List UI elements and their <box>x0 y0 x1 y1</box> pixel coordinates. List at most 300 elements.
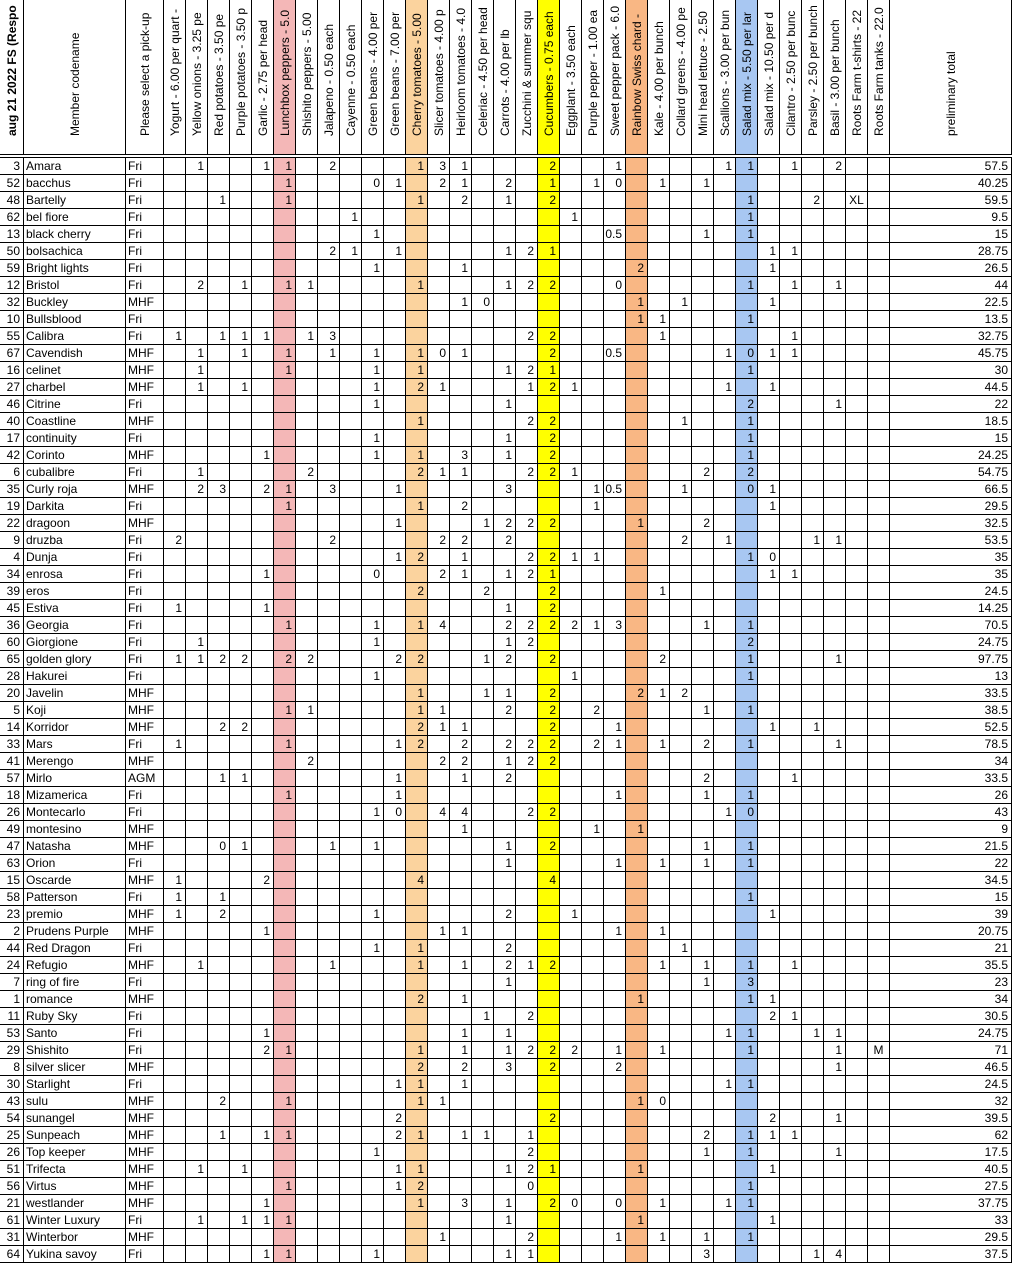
cell-garlic[interactable]: 1 <box>252 1195 274 1212</box>
cell-cherry-tomatoes[interactable] <box>406 396 428 413</box>
cell-yogurt[interactable] <box>164 277 186 294</box>
cell-celeriac[interactable]: 2 <box>472 583 494 600</box>
cell-garlic[interactable]: 1 <box>252 328 274 345</box>
cell-red-potatoes[interactable] <box>208 855 230 872</box>
cell-zucchini[interactable] <box>516 260 538 277</box>
cell-cherry-tomatoes[interactable]: 1 <box>406 1127 428 1144</box>
cell-slicer-tomatoes[interactable]: 4 <box>428 804 450 821</box>
cell-green-beans-4[interactable] <box>362 651 384 668</box>
cell-salad-mix-double[interactable] <box>758 532 780 549</box>
cell-collard-greens[interactable] <box>670 243 692 260</box>
cell-purple-pepper[interactable] <box>582 1093 604 1110</box>
cell-yellow-onions[interactable] <box>186 243 208 260</box>
cell-preliminary-total[interactable]: 66.5 <box>890 481 1012 498</box>
cell-eggplant[interactable] <box>560 1076 582 1093</box>
cell-yellow-onions[interactable] <box>186 1059 208 1076</box>
cell-jalapeno[interactable] <box>318 906 340 923</box>
cell-heirloom-tomatoes[interactable]: 1 <box>450 1076 472 1093</box>
cell-green-beans-4[interactable] <box>362 481 384 498</box>
cell-tshirts[interactable] <box>846 311 868 328</box>
cell-cherry-tomatoes[interactable] <box>406 243 428 260</box>
cell-collard-greens[interactable] <box>670 379 692 396</box>
cell-tshirts[interactable] <box>846 668 868 685</box>
cell-green-beans-7[interactable] <box>384 719 406 736</box>
cell-cayenne[interactable] <box>340 1025 362 1042</box>
cell-salad-mix-double[interactable] <box>758 464 780 481</box>
cell-basil[interactable] <box>824 192 846 209</box>
cell-cherry-tomatoes[interactable] <box>406 226 428 243</box>
cell-heirloom-tomatoes[interactable]: 2 <box>450 532 472 549</box>
cell-mini-head-lettuce[interactable]: 1 <box>692 1144 714 1161</box>
cell-cherry-tomatoes[interactable]: 2 <box>406 719 428 736</box>
cell-red-potatoes[interactable] <box>208 1110 230 1127</box>
cell-member-codename[interactable]: Refugio <box>24 957 126 974</box>
cell-yogurt[interactable]: 2 <box>164 532 186 549</box>
cell-eggplant[interactable] <box>560 804 582 821</box>
cell-parsley[interactable] <box>802 1076 824 1093</box>
cell-green-beans-7[interactable]: 1 <box>384 770 406 787</box>
cell-cayenne[interactable] <box>340 923 362 940</box>
cell-cilantro[interactable] <box>780 498 802 515</box>
cell-scallions[interactable] <box>714 651 736 668</box>
cell-green-beans-4[interactable] <box>362 209 384 226</box>
cell-collard-greens[interactable] <box>670 702 692 719</box>
cell-heirloom-tomatoes[interactable] <box>450 617 472 634</box>
cell-parsley[interactable] <box>802 447 824 464</box>
cell-shishito-peppers[interactable]: 1 <box>296 328 318 345</box>
cell-row-id[interactable]: 49 <box>0 821 24 838</box>
cell-heirloom-tomatoes[interactable] <box>450 379 472 396</box>
cell-member-codename[interactable]: bolsachica <box>24 243 126 260</box>
cell-slicer-tomatoes[interactable]: 2 <box>428 532 450 549</box>
cell-rainbow-chard[interactable]: 2 <box>626 685 648 702</box>
cell-mini-head-lettuce[interactable] <box>692 549 714 566</box>
cell-red-potatoes[interactable] <box>208 243 230 260</box>
cell-yellow-onions[interactable]: 2 <box>186 277 208 294</box>
cell-eggplant[interactable] <box>560 855 582 872</box>
cell-green-beans-4[interactable] <box>362 243 384 260</box>
cell-purple-potatoes[interactable] <box>230 175 252 192</box>
cell-garlic[interactable]: 1 <box>252 158 274 175</box>
cell-purple-potatoes[interactable] <box>230 872 252 889</box>
cell-tshirts[interactable] <box>846 1144 868 1161</box>
cell-tshirts[interactable] <box>846 498 868 515</box>
cell-garlic[interactable] <box>252 651 274 668</box>
cell-green-beans-4[interactable] <box>362 719 384 736</box>
cell-jalapeno[interactable] <box>318 515 340 532</box>
cell-garlic[interactable] <box>252 362 274 379</box>
cell-tanks[interactable] <box>868 1246 890 1263</box>
cell-lunchbox-peppers[interactable]: 1 <box>274 787 296 804</box>
cell-celeriac[interactable] <box>472 668 494 685</box>
cell-salad-mix-double[interactable] <box>758 1093 780 1110</box>
cell-collard-greens[interactable]: 2 <box>670 685 692 702</box>
cell-tshirts[interactable] <box>846 1229 868 1246</box>
cell-preliminary-total[interactable]: 27.5 <box>890 1178 1012 1195</box>
header-purple-pepper[interactable] <box>582 0 604 155</box>
header-salad-mix-large[interactable] <box>736 0 758 155</box>
cell-parsley[interactable] <box>802 617 824 634</box>
cell-sweet-pepper-pack[interactable] <box>604 651 626 668</box>
cell-preliminary-total[interactable]: 30 <box>890 362 1012 379</box>
cell-preliminary-total[interactable]: 43 <box>890 804 1012 821</box>
cell-eggplant[interactable] <box>560 311 582 328</box>
cell-shishito-peppers[interactable] <box>296 396 318 413</box>
cell-cayenne[interactable] <box>340 226 362 243</box>
cell-preliminary-total[interactable]: 44 <box>890 277 1012 294</box>
cell-kale[interactable] <box>648 974 670 991</box>
cell-yellow-onions[interactable] <box>186 1042 208 1059</box>
cell-cucumbers[interactable] <box>538 1246 560 1263</box>
cell-yellow-onions[interactable] <box>186 906 208 923</box>
cell-eggplant[interactable] <box>560 260 582 277</box>
cell-cilantro[interactable] <box>780 821 802 838</box>
cell-cherry-tomatoes[interactable] <box>406 209 428 226</box>
cell-salad-mix-large[interactable]: 1 <box>736 787 758 804</box>
cell-member-codename[interactable]: silver slicer <box>24 1059 126 1076</box>
cell-row-id[interactable]: 54 <box>0 1110 24 1127</box>
cell-pickup[interactable]: Fri <box>126 311 164 328</box>
cell-red-potatoes[interactable] <box>208 702 230 719</box>
cell-zucchini[interactable]: 2 <box>516 753 538 770</box>
cell-eggplant[interactable]: 1 <box>560 464 582 481</box>
cell-carrots[interactable]: 3 <box>494 1059 516 1076</box>
cell-eggplant[interactable] <box>560 481 582 498</box>
cell-kale[interactable] <box>648 1025 670 1042</box>
cell-mini-head-lettuce[interactable] <box>692 209 714 226</box>
cell-collard-greens[interactable] <box>670 600 692 617</box>
cell-jalapeno[interactable] <box>318 1144 340 1161</box>
cell-pickup[interactable]: Fri <box>126 1076 164 1093</box>
cell-cayenne[interactable] <box>340 617 362 634</box>
cell-salad-mix-large[interactable] <box>736 1212 758 1229</box>
header-rainbow-chard[interactable] <box>626 0 648 155</box>
cell-zucchini[interactable] <box>516 855 538 872</box>
cell-zucchini[interactable]: 2 <box>516 1144 538 1161</box>
cell-celeriac[interactable] <box>472 1025 494 1042</box>
cell-purple-pepper[interactable] <box>582 940 604 957</box>
cell-lunchbox-peppers[interactable] <box>274 600 296 617</box>
cell-cilantro[interactable]: 1 <box>780 566 802 583</box>
cell-celeriac[interactable]: 0 <box>472 294 494 311</box>
header-garlic[interactable] <box>252 0 274 155</box>
cell-slicer-tomatoes[interactable] <box>428 1110 450 1127</box>
cell-celeriac[interactable] <box>472 243 494 260</box>
cell-rainbow-chard[interactable]: 1 <box>626 821 648 838</box>
cell-yogurt[interactable] <box>164 719 186 736</box>
cell-celeriac[interactable] <box>472 311 494 328</box>
cell-rainbow-chard[interactable]: 1 <box>626 515 648 532</box>
cell-rainbow-chard[interactable] <box>626 1246 648 1263</box>
cell-member-codename[interactable]: Sunpeach <box>24 1127 126 1144</box>
cell-jalapeno[interactable] <box>318 940 340 957</box>
cell-kale[interactable] <box>648 787 670 804</box>
cell-basil[interactable] <box>824 753 846 770</box>
cell-green-beans-7[interactable] <box>384 1008 406 1025</box>
cell-mini-head-lettuce[interactable]: 2 <box>692 464 714 481</box>
cell-basil[interactable]: 1 <box>824 1144 846 1161</box>
cell-lunchbox-peppers[interactable]: 1 <box>274 192 296 209</box>
cell-basil[interactable] <box>824 957 846 974</box>
cell-pickup[interactable]: Fri <box>126 668 164 685</box>
cell-heirloom-tomatoes[interactable]: 1 <box>450 345 472 362</box>
cell-rainbow-chard[interactable] <box>626 872 648 889</box>
cell-scallions[interactable] <box>714 481 736 498</box>
cell-heirloom-tomatoes[interactable] <box>450 277 472 294</box>
cell-parsley[interactable] <box>802 634 824 651</box>
cell-purple-potatoes[interactable] <box>230 923 252 940</box>
cell-rainbow-chard[interactable] <box>626 362 648 379</box>
cell-sweet-pepper-pack[interactable] <box>604 566 626 583</box>
cell-lunchbox-peppers[interactable] <box>274 974 296 991</box>
cell-pickup[interactable]: MHF <box>126 447 164 464</box>
cell-cucumbers[interactable] <box>538 1093 560 1110</box>
cell-cayenne[interactable] <box>340 1093 362 1110</box>
cell-parsley[interactable] <box>802 311 824 328</box>
cell-cherry-tomatoes[interactable]: 2 <box>406 549 428 566</box>
cell-cucumbers[interactable]: 1 <box>538 175 560 192</box>
cell-sweet-pepper-pack[interactable] <box>604 379 626 396</box>
cell-collard-greens[interactable]: 1 <box>670 294 692 311</box>
cell-cucumbers[interactable]: 2 <box>538 328 560 345</box>
cell-member-codename[interactable]: Red Dragon <box>24 940 126 957</box>
cell-tanks[interactable] <box>868 600 890 617</box>
cell-member-codename[interactable]: Oscarde <box>24 872 126 889</box>
cell-shishito-peppers[interactable] <box>296 583 318 600</box>
cell-kale[interactable] <box>648 1161 670 1178</box>
cell-scallions[interactable] <box>714 940 736 957</box>
cell-jalapeno[interactable] <box>318 668 340 685</box>
cell-kale[interactable] <box>648 260 670 277</box>
cell-rainbow-chard[interactable] <box>626 957 648 974</box>
cell-cucumbers[interactable]: 2 <box>538 617 560 634</box>
cell-parsley[interactable] <box>802 1195 824 1212</box>
cell-basil[interactable] <box>824 1178 846 1195</box>
cell-celeriac[interactable] <box>472 600 494 617</box>
cell-slicer-tomatoes[interactable] <box>428 600 450 617</box>
cell-jalapeno[interactable] <box>318 1025 340 1042</box>
cell-pickup[interactable]: Fri <box>126 430 164 447</box>
cell-tshirts[interactable] <box>846 226 868 243</box>
cell-green-beans-7[interactable] <box>384 1093 406 1110</box>
cell-red-potatoes[interactable] <box>208 1008 230 1025</box>
cell-zucchini[interactable]: 1 <box>516 1127 538 1144</box>
cell-salad-mix-large[interactable]: 1 <box>736 209 758 226</box>
cell-heirloom-tomatoes[interactable] <box>450 702 472 719</box>
cell-green-beans-7[interactable] <box>384 294 406 311</box>
cell-scallions[interactable] <box>714 583 736 600</box>
cell-tanks[interactable] <box>868 566 890 583</box>
cell-cucumbers[interactable]: 2 <box>538 192 560 209</box>
cell-green-beans-4[interactable] <box>362 192 384 209</box>
cell-shishito-peppers[interactable]: 1 <box>296 277 318 294</box>
cell-parsley[interactable] <box>802 940 824 957</box>
cell-salad-mix-large[interactable]: 1 <box>736 991 758 1008</box>
cell-preliminary-total[interactable]: 32.5 <box>890 515 1012 532</box>
cell-cilantro[interactable] <box>780 940 802 957</box>
cell-cayenne[interactable] <box>340 821 362 838</box>
cell-tanks[interactable] <box>868 1212 890 1229</box>
cell-yogurt[interactable] <box>164 362 186 379</box>
cell-cucumbers[interactable] <box>538 226 560 243</box>
cell-tshirts[interactable] <box>846 617 868 634</box>
cell-slicer-tomatoes[interactable] <box>428 1042 450 1059</box>
cell-member-codename[interactable]: Prudens Purple <box>24 923 126 940</box>
cell-heirloom-tomatoes[interactable]: 1 <box>450 923 472 940</box>
cell-cucumbers[interactable]: 2 <box>538 685 560 702</box>
cell-sweet-pepper-pack[interactable] <box>604 957 626 974</box>
cell-eggplant[interactable] <box>560 702 582 719</box>
cell-purple-pepper[interactable]: 2 <box>582 736 604 753</box>
cell-pickup[interactable]: MHF <box>126 1059 164 1076</box>
cell-preliminary-total[interactable]: 18.5 <box>890 413 1012 430</box>
cell-kale[interactable] <box>648 498 670 515</box>
cell-mini-head-lettuce[interactable] <box>692 600 714 617</box>
cell-jalapeno[interactable] <box>318 889 340 906</box>
cell-member-codename[interactable]: Javelin <box>24 685 126 702</box>
cell-preliminary-total[interactable]: 13.5 <box>890 311 1012 328</box>
cell-garlic[interactable] <box>252 906 274 923</box>
cell-sweet-pepper-pack[interactable]: 0 <box>604 175 626 192</box>
cell-pickup[interactable]: Fri <box>126 226 164 243</box>
cell-carrots[interactable] <box>494 923 516 940</box>
cell-pickup[interactable]: MHF <box>126 1178 164 1195</box>
cell-lunchbox-peppers[interactable] <box>274 957 296 974</box>
cell-cayenne[interactable] <box>340 991 362 1008</box>
cell-cherry-tomatoes[interactable] <box>406 906 428 923</box>
cell-slicer-tomatoes[interactable] <box>428 481 450 498</box>
cell-shishito-peppers[interactable] <box>296 957 318 974</box>
cell-cilantro[interactable] <box>780 634 802 651</box>
cell-salad-mix-large[interactable] <box>736 260 758 277</box>
cell-heirloom-tomatoes[interactable] <box>450 481 472 498</box>
cell-pickup[interactable]: MHF <box>126 821 164 838</box>
cell-shishito-peppers[interactable] <box>296 294 318 311</box>
cell-yogurt[interactable] <box>164 379 186 396</box>
cell-kale[interactable] <box>648 753 670 770</box>
cell-sweet-pepper-pack[interactable] <box>604 668 626 685</box>
cell-salad-mix-double[interactable]: 1 <box>758 243 780 260</box>
cell-sweet-pepper-pack[interactable]: 1 <box>604 158 626 175</box>
cell-garlic[interactable] <box>252 498 274 515</box>
cell-parsley[interactable] <box>802 753 824 770</box>
cell-zucchini[interactable] <box>516 600 538 617</box>
cell-mini-head-lettuce[interactable] <box>692 1110 714 1127</box>
cell-salad-mix-double[interactable] <box>758 634 780 651</box>
cell-yogurt[interactable] <box>164 1246 186 1263</box>
cell-collard-greens[interactable] <box>670 311 692 328</box>
cell-purple-potatoes[interactable] <box>230 736 252 753</box>
cell-collard-greens[interactable] <box>670 923 692 940</box>
cell-sweet-pepper-pack[interactable] <box>604 702 626 719</box>
cell-red-potatoes[interactable] <box>208 1195 230 1212</box>
cell-carrots[interactable]: 1 <box>494 566 516 583</box>
cell-green-beans-7[interactable] <box>384 345 406 362</box>
cell-preliminary-total[interactable]: 32.75 <box>890 328 1012 345</box>
cell-pickup[interactable]: MHF <box>126 906 164 923</box>
cell-collard-greens[interactable] <box>670 974 692 991</box>
cell-jalapeno[interactable] <box>318 804 340 821</box>
cell-cucumbers[interactable] <box>538 498 560 515</box>
cell-garlic[interactable] <box>252 1178 274 1195</box>
cell-red-potatoes[interactable] <box>208 175 230 192</box>
cell-sweet-pepper-pack[interactable] <box>604 464 626 481</box>
cell-green-beans-7[interactable]: 1 <box>384 1178 406 1195</box>
cell-member-codename[interactable]: druzba <box>24 532 126 549</box>
cell-yellow-onions[interactable] <box>186 1110 208 1127</box>
cell-kale[interactable]: 0 <box>648 1093 670 1110</box>
cell-celeriac[interactable] <box>472 1093 494 1110</box>
cell-slicer-tomatoes[interactable]: 4 <box>428 617 450 634</box>
cell-salad-mix-large[interactable]: 1 <box>736 1144 758 1161</box>
cell-tanks[interactable] <box>868 1161 890 1178</box>
cell-salad-mix-large[interactable]: 1 <box>736 277 758 294</box>
cell-preliminary-total[interactable]: 29.5 <box>890 498 1012 515</box>
cell-rainbow-chard[interactable] <box>626 1110 648 1127</box>
cell-green-beans-4[interactable] <box>362 702 384 719</box>
cell-celeriac[interactable] <box>472 532 494 549</box>
cell-scallions[interactable] <box>714 1229 736 1246</box>
cell-slicer-tomatoes[interactable] <box>428 957 450 974</box>
cell-carrots[interactable] <box>494 1076 516 1093</box>
cell-shishito-peppers[interactable] <box>296 1093 318 1110</box>
cell-lunchbox-peppers[interactable] <box>274 379 296 396</box>
cell-green-beans-4[interactable] <box>362 1025 384 1042</box>
cell-eggplant[interactable] <box>560 532 582 549</box>
cell-lunchbox-peppers[interactable] <box>274 243 296 260</box>
cell-jalapeno[interactable] <box>318 1246 340 1263</box>
cell-slicer-tomatoes[interactable] <box>428 668 450 685</box>
cell-salad-mix-large[interactable]: 1 <box>736 1042 758 1059</box>
cell-yellow-onions[interactable] <box>186 396 208 413</box>
cell-purple-potatoes[interactable] <box>230 498 252 515</box>
cell-preliminary-total[interactable]: 39.5 <box>890 1110 1012 1127</box>
cell-zucchini[interactable] <box>516 481 538 498</box>
cell-tshirts[interactable] <box>846 1161 868 1178</box>
cell-member-codename[interactable]: Winter Luxury <box>24 1212 126 1229</box>
cell-celeriac[interactable] <box>472 940 494 957</box>
cell-tanks[interactable] <box>868 719 890 736</box>
cell-cilantro[interactable] <box>780 515 802 532</box>
cell-red-potatoes[interactable] <box>208 345 230 362</box>
cell-heirloom-tomatoes[interactable]: 1 <box>450 566 472 583</box>
cell-purple-potatoes[interactable] <box>230 515 252 532</box>
cell-green-beans-7[interactable] <box>384 532 406 549</box>
cell-slicer-tomatoes[interactable] <box>428 1246 450 1263</box>
cell-pickup[interactable]: MHF <box>126 957 164 974</box>
cell-salad-mix-double[interactable] <box>758 430 780 447</box>
cell-shishito-peppers[interactable] <box>296 1042 318 1059</box>
cell-green-beans-4[interactable] <box>362 753 384 770</box>
cell-basil[interactable]: 1 <box>824 1042 846 1059</box>
cell-zucchini[interactable] <box>516 498 538 515</box>
cell-member-codename[interactable]: Mars <box>24 736 126 753</box>
cell-kale[interactable] <box>648 447 670 464</box>
cell-tanks[interactable] <box>868 192 890 209</box>
cell-zucchini[interactable] <box>516 1076 538 1093</box>
cell-member-codename[interactable]: Cavendish <box>24 345 126 362</box>
cell-green-beans-4[interactable]: 1 <box>362 345 384 362</box>
cell-basil[interactable] <box>824 821 846 838</box>
cell-scallions[interactable] <box>714 294 736 311</box>
cell-shishito-peppers[interactable] <box>296 1076 318 1093</box>
cell-cilantro[interactable] <box>780 753 802 770</box>
cell-mini-head-lettuce[interactable] <box>692 1076 714 1093</box>
cell-celeriac[interactable] <box>472 1059 494 1076</box>
cell-cayenne[interactable] <box>340 770 362 787</box>
cell-garlic[interactable] <box>252 311 274 328</box>
cell-green-beans-7[interactable] <box>384 821 406 838</box>
